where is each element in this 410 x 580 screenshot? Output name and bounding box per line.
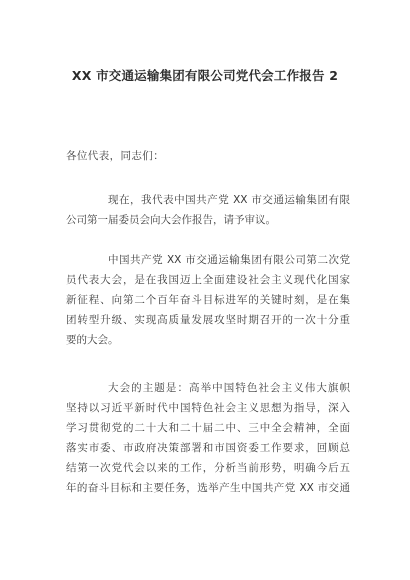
document-title: XX 市交通运输集团有限公司党代会工作报告 2 bbox=[71, 68, 339, 83]
paragraph-1 bbox=[66, 190, 350, 230]
paragraph-line: 学习贯彻党的二十大和二十届二中、三中全会精神，全面 bbox=[66, 422, 350, 434]
paragraph-line: 结第一次党代会以来的工作，分析当前形势，明确今后五 bbox=[66, 462, 350, 474]
paragraph-line: 大会的主题是：高举中国特色社会主义伟大旗帜 bbox=[108, 382, 350, 394]
paragraph-line: 员代表大会，是在我国迈上全面建设社会主义现代化国家 bbox=[66, 274, 350, 286]
paragraph-line: 中国共产党 XX 市交通运输集团有限公司第二次党 bbox=[108, 254, 350, 266]
salutation: 各位代表，同志们： bbox=[66, 150, 165, 162]
paragraph-line: 坚持以习近平新时代中国特色社会主义思想为指导，深入 bbox=[66, 402, 350, 414]
paragraph-line: 新征程、向第二个百年奋斗目标进军的关键时刻，是在集 bbox=[66, 294, 350, 306]
paragraph-line: 团转型升级、实现高质量发展攻坚时期召开的一次十分重 bbox=[66, 314, 350, 326]
paragraph-line: 现在，我代表中国共产党 XX 市交通运输集团有限 bbox=[108, 194, 350, 206]
paragraph-2 bbox=[66, 250, 350, 350]
paragraph-line: 要的大会。 bbox=[66, 334, 119, 346]
paragraph-line: 落实市委、市政府决策部署和市国资委工作要求，回顾总 bbox=[66, 442, 350, 454]
paragraph-line: 公司第一届委员会向大会作报告，请予审议。 bbox=[66, 214, 276, 226]
paragraph-3 bbox=[66, 378, 350, 498]
paragraph-line: 年的奋斗目标和主要任务，选举产生中国共产党 XX 市交通 bbox=[66, 482, 350, 494]
